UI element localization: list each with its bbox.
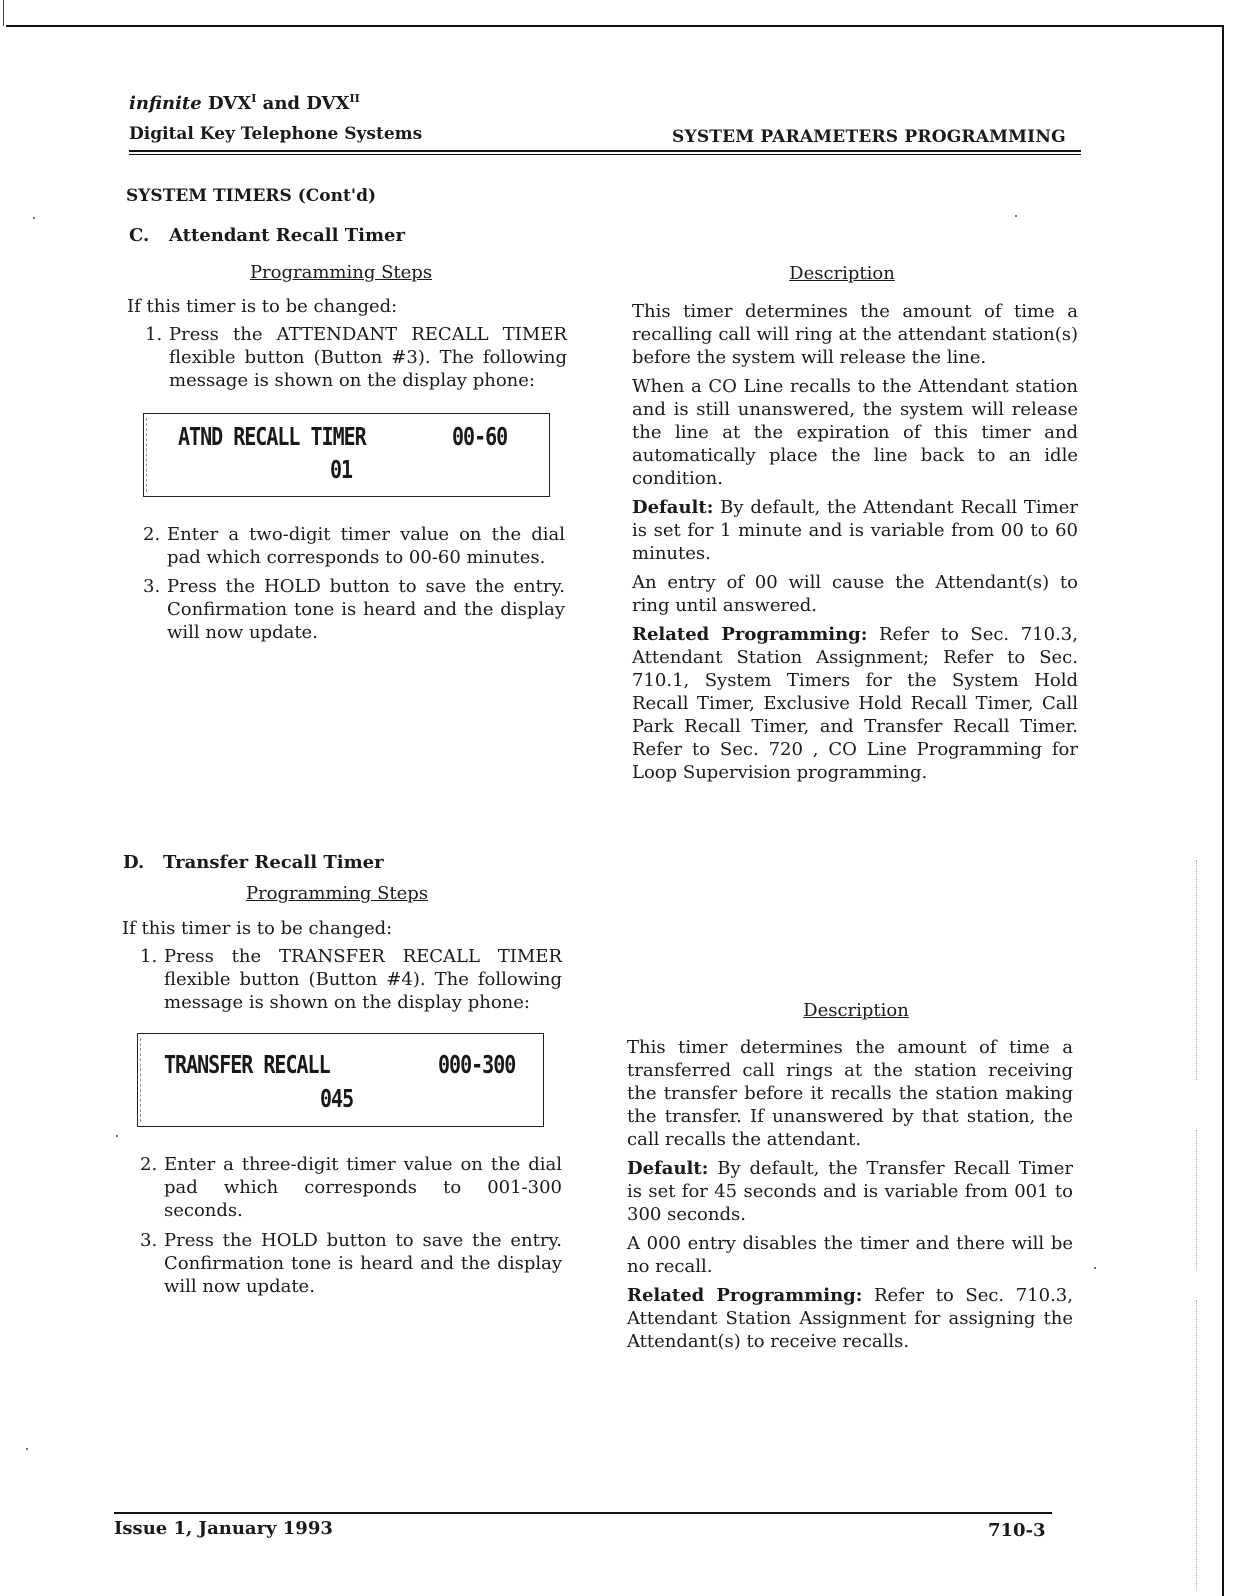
section-c-display-panel — [143, 413, 550, 497]
section-c-description-heading: Description — [789, 263, 895, 284]
scan-speck — [116, 1135, 118, 1137]
step-text: Enter a three-digit timer value on the dial pad which corresponds to 001-300 seconds. — [164, 1154, 562, 1221]
section-c-step-3 — [143, 575, 565, 644]
page-border-top — [6, 25, 1224, 27]
display-range: 000-300 — [438, 1049, 516, 1079]
step-number: 1. — [145, 324, 163, 345]
step-text: Press the HOLD button to save the entry. Confirmation tone is heard and the display will now update. — [164, 1230, 562, 1297]
section-c-step-2 — [143, 523, 565, 569]
desc-paragraph-4: An entry of 00 will cause the Attendant(s) to ring until answered. — [632, 572, 1078, 616]
display-label: TRANSFER RECALL — [164, 1049, 330, 1079]
step-number: 3. — [140, 1230, 158, 1251]
section-d-title-text: Transfer Recall Timer — [163, 852, 384, 873]
scan-edge-artifact — [1196, 860, 1198, 1080]
section-d-step-2 — [140, 1153, 562, 1222]
header-rule-thin — [129, 154, 1081, 155]
step-text: Press the TRANSFER RECALL TIMER flexible button (Button #4). The following message is shown on the display phone: — [164, 946, 562, 1013]
header-subtitle: Digital Key Telephone Systems — [129, 124, 423, 144]
default-label: Default: — [627, 1158, 709, 1179]
step-text: Press the ATTENDANT RECALL TIMER flexible button (Button #3). The following message is shown on the display phone: — [169, 324, 567, 391]
section-c-letter: C. — [129, 225, 150, 246]
section-d-step-3 — [140, 1229, 562, 1298]
related-label: Related Programming: — [627, 1285, 863, 1306]
section-c-title-text: Attendant Recall Timer — [169, 225, 405, 246]
desc-related — [627, 1284, 1073, 1353]
default-text: By default, the Transfer Recall Timer is set for 45 seconds and is variable from 001 to 300 seconds. — [627, 1158, 1073, 1225]
related-text: Refer to Sec. 710.3, Attendant Station Assignment; Refer to Sec. 710.1, System Timers for the System Hold Recall Timer, Exclusive Hold Recall Timer, Call Park Recall Timer, and Transfer Recall Timer. Refer to Sec. 720 , CO Line Programming for Loop Supervision programming. — [632, 624, 1078, 783]
related-label: Related Programming: — [632, 624, 868, 645]
step-text: Press the HOLD button to save the entry. Confirmation tone is heard and the display will now update. — [167, 576, 565, 643]
brand-sup2: II — [349, 92, 360, 105]
step-number: 3. — [143, 576, 161, 597]
section-d-step-1 — [140, 945, 562, 1014]
display-dashed-edge — [146, 418, 147, 492]
section-c-steps-heading: Programming Steps — [249, 262, 433, 283]
section-c-title — [129, 225, 405, 246]
display-dashed-edge — [140, 1038, 141, 1122]
section-d-title — [123, 852, 384, 873]
system-timers-heading: SYSTEM TIMERS (Cont'd) — [126, 186, 376, 206]
display-label: ATND RECALL TIMER — [178, 421, 366, 451]
footer-rule — [114, 1512, 1052, 1514]
brand-and: and DVX — [262, 93, 350, 114]
scan-edge-artifact — [1196, 1300, 1198, 1590]
section-d-description-heading: Description — [803, 1000, 909, 1021]
default-text: By default, the Attendant Recall Timer is set for 1 minute and is variable from 00 to 60 minutes. — [632, 497, 1078, 564]
related-text: Refer to Sec. 710.3, Attendant Station Assignment for assigning the Attendant(s) to receive recalls. — [627, 1285, 1073, 1352]
desc-paragraph-1: This timer determines the amount of time a transferred call rings at the station receiving the transfer before it recalls the station making the transfer. If unanswered by that station, the call recalls the attendant. — [627, 1037, 1073, 1150]
section-d-steps-heading: Programming Steps — [245, 883, 429, 904]
brand-italic: infinite — [129, 93, 202, 114]
scan-speck — [26, 1448, 28, 1450]
desc-paragraph-2: When a CO Line recalls to the Attendant station and is still unanswered, the system will release the line at the expiration of this timer and automatically place the line back to an idle condition. — [632, 376, 1078, 489]
default-label: Default: — [632, 497, 714, 518]
scan-speck — [1094, 1267, 1096, 1269]
display-value: 045 — [320, 1083, 354, 1113]
step-text: Enter a two-digit timer value on the dial pad which corresponds to 00-60 minutes. — [167, 524, 565, 568]
section-c-description — [632, 300, 1078, 784]
section-c-step-1 — [145, 323, 567, 392]
section-d-letter: D. — [123, 852, 145, 873]
section-d-display-panel — [137, 1033, 544, 1127]
desc-paragraph-1: This timer determines the amount of time a recalling call will ring at the attendant station(s) before the system will release the line. — [632, 301, 1078, 368]
footer-page-number: 710-3 — [988, 1520, 1046, 1541]
page-border-left-tick — [3, 0, 4, 26]
header-brand — [129, 92, 360, 114]
header-rule — [129, 150, 1081, 152]
desc-default — [627, 1157, 1073, 1226]
step-number: 1. — [140, 946, 158, 967]
brand-dvx: DVX — [207, 93, 252, 114]
desc-default — [632, 496, 1078, 565]
display-value: 01 — [330, 454, 353, 484]
desc-paragraph-3: A 000 entry disables the timer and there will be no recall. — [627, 1233, 1073, 1277]
scan-edge-artifact — [1196, 1130, 1198, 1270]
desc-related — [632, 623, 1078, 784]
step-number: 2. — [143, 524, 161, 545]
scan-speck — [1015, 215, 1017, 217]
brand-sup1: I — [251, 92, 257, 105]
step-number: 2. — [140, 1154, 158, 1175]
scan-speck — [33, 217, 35, 219]
section-c-intro: If this timer is to be changed: — [127, 296, 398, 317]
section-d-description — [627, 1036, 1073, 1353]
footer-issue: Issue 1, January 1993 — [114, 1518, 333, 1539]
page-border-right — [1222, 25, 1224, 1596]
header-section-title: SYSTEM PARAMETERS PROGRAMMING — [672, 127, 1066, 147]
section-d-intro: If this timer is to be changed: — [122, 918, 393, 939]
display-range: 00-60 — [452, 421, 508, 451]
